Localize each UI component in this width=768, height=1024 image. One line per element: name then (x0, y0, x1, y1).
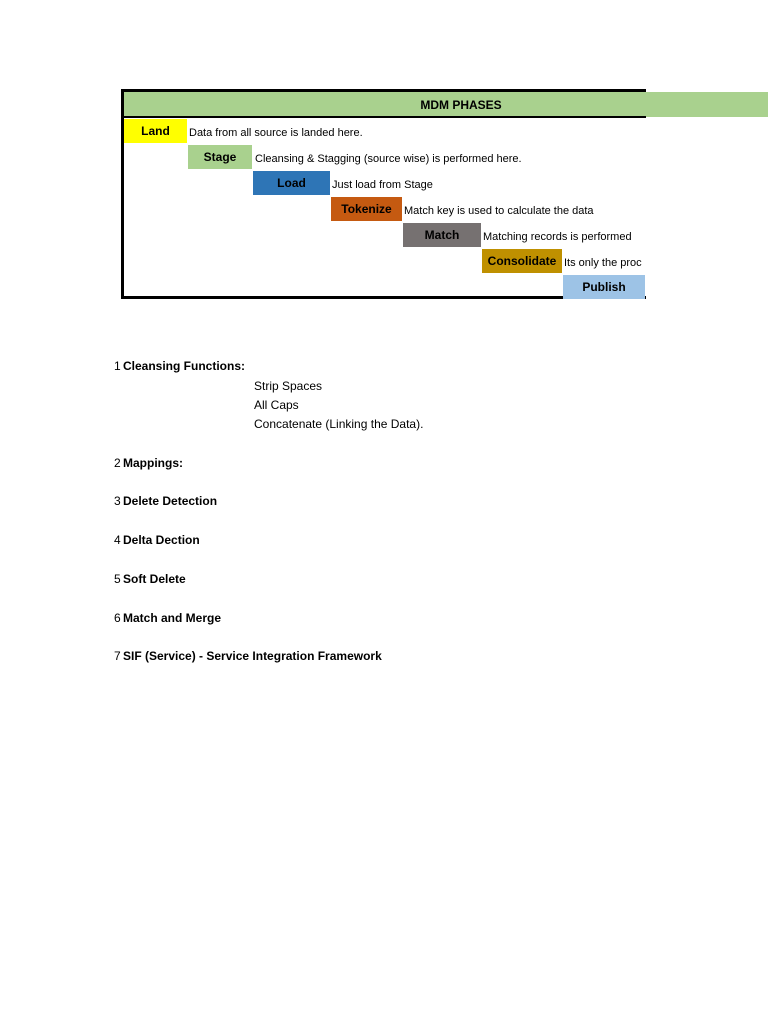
list-item-label: Match and Merge (123, 611, 222, 625)
phase-stage-desc: Cleansing & Stagging (source wise) is performed here. (255, 153, 522, 165)
list-item-delta-dection (114, 532, 200, 548)
list-item-number: 5 (114, 572, 121, 586)
list-item-label: Mappings: (123, 456, 183, 470)
list-item-delete-detection (114, 493, 217, 509)
list-item-cleansing (114, 358, 245, 374)
phase-land: Land (124, 119, 187, 143)
list-item-label: Cleansing Functions: (123, 359, 246, 373)
list-item-label: Delta Dection (123, 533, 200, 547)
list-item-number: 1 (114, 359, 121, 373)
list-item-number: 4 (114, 533, 121, 547)
list-item-number: 7 (114, 649, 121, 663)
phase-stage: Stage (188, 145, 252, 169)
list-item-number: 2 (114, 456, 121, 470)
sub-item-all-caps: All Caps (254, 398, 299, 412)
phase-load: Load (253, 171, 330, 195)
list-item-label: Soft Delete (123, 572, 186, 586)
phase-tokenize-desc: Match key is used to calculate the data (404, 205, 594, 217)
list-item-label: SIF (Service) - Service Integration Framework (123, 649, 382, 663)
phase-publish: Publish (563, 275, 645, 299)
sub-item-strip-spaces: Strip Spaces (254, 379, 323, 393)
diagram-title: MDM PHASES (420, 98, 502, 112)
list-item-mappings (114, 455, 183, 471)
phase-land-desc: Data from all source is landed here. (189, 127, 363, 139)
phase-tokenize: Tokenize (331, 197, 402, 221)
list-item-number: 6 (114, 611, 121, 625)
list-item-number: 3 (114, 494, 121, 508)
list-item-sif (114, 648, 382, 664)
phase-consolidate: Consolidate (482, 249, 562, 273)
list-item-match-merge (114, 610, 221, 626)
phase-load-desc: Just load from Stage (332, 179, 433, 191)
list-item-soft-delete (114, 571, 186, 587)
phase-consolidate-desc: Its only the proc (564, 257, 642, 269)
list-item-label: Delete Detection (123, 494, 218, 508)
sub-item-concatenate: Concatenate (Linking the Data). (254, 417, 424, 431)
phase-match-desc: Matching records is performed (483, 231, 632, 243)
phase-match: Match (403, 223, 481, 247)
